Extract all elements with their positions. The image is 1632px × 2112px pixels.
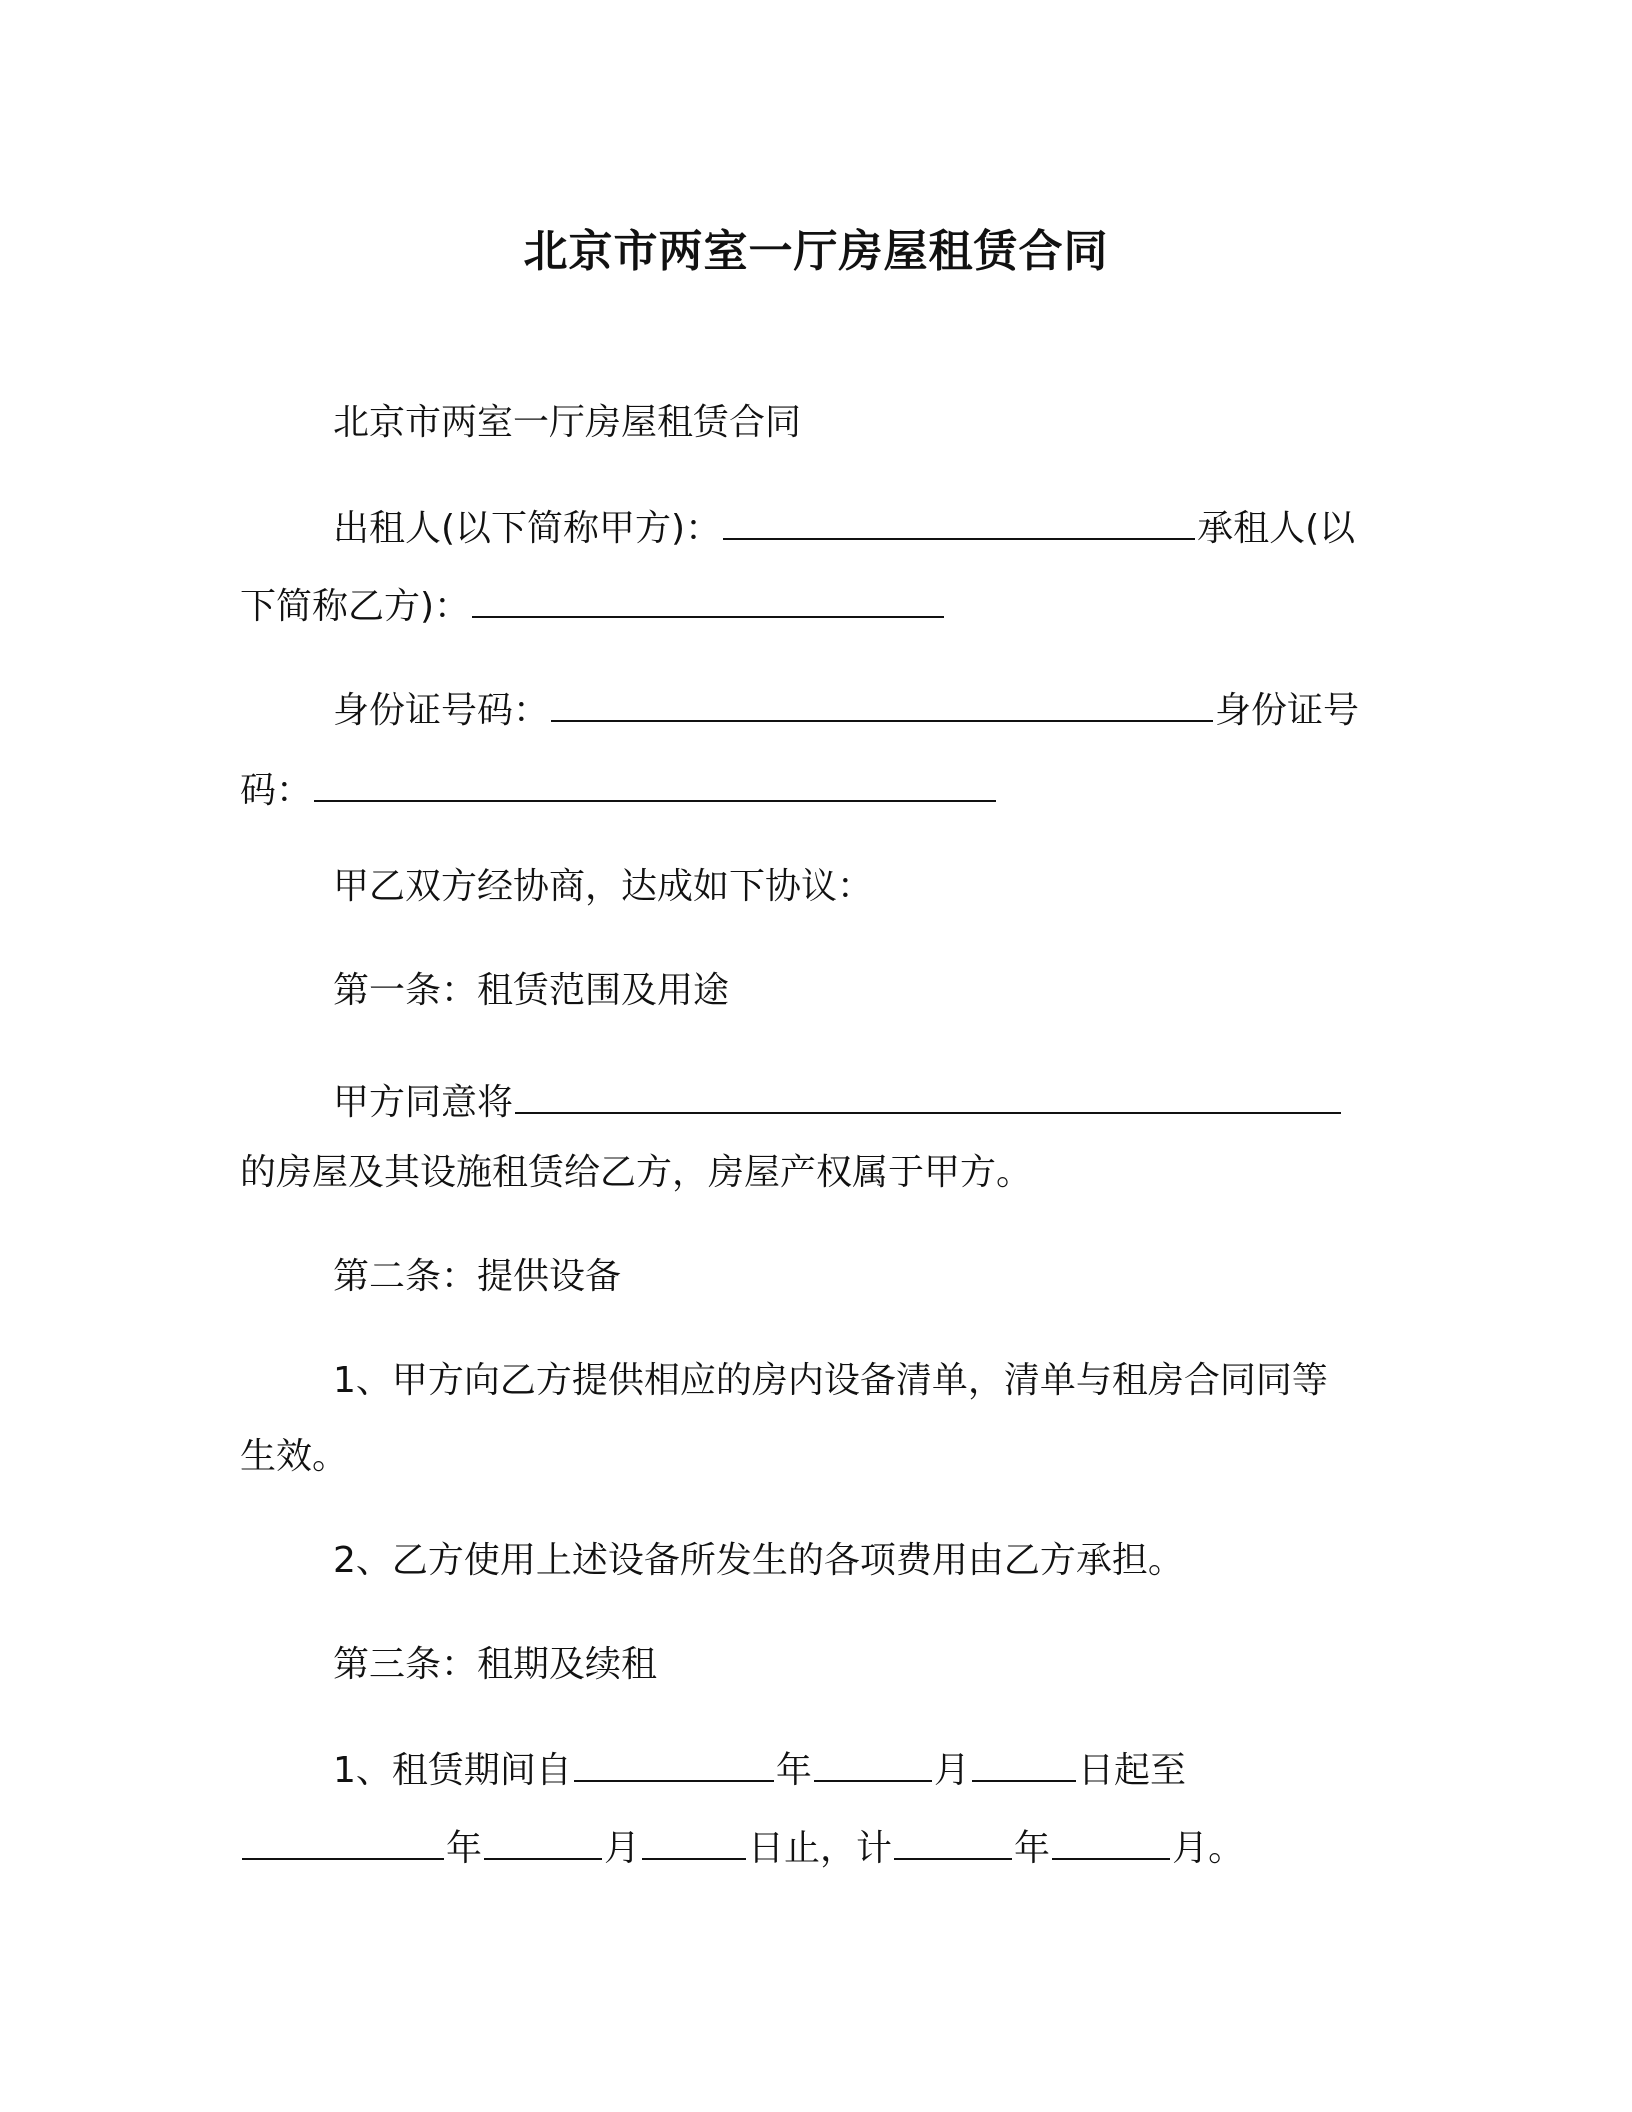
id-label-b-cont: 码： <box>240 770 313 811</box>
article2-heading: 第二条：提供设备 <box>333 1256 622 1297</box>
party-b-label-cont: 下简称乙方)： <box>240 586 471 627</box>
month-label: 月 <box>604 1828 641 1869</box>
article1-heading: 第一条：租赁范围及用途 <box>333 970 730 1011</box>
article1-line <box>333 1076 1343 1128</box>
day-to-label: 日止，计 <box>748 1828 893 1869</box>
start-day-blank[interactable] <box>972 1744 1076 1782</box>
year-label: 年 <box>1014 1828 1051 1869</box>
term-prefix: 1、租赁期间自 <box>333 1750 572 1791</box>
document-title: 北京市两室一厅房屋租赁合同 <box>523 226 1109 277</box>
article1-text: 甲方同意将 <box>333 1082 514 1123</box>
start-month-blank[interactable] <box>814 1744 932 1782</box>
id-label-b: 身份证号 <box>1215 690 1360 731</box>
term-line <box>333 1744 1186 1796</box>
id-line <box>333 684 1359 736</box>
day-from-label: 日起至 <box>1077 1750 1186 1791</box>
duration-years-blank[interactable] <box>894 1822 1012 1860</box>
agreement-intro: 甲乙双方经协商，达成如下协议： <box>333 866 874 907</box>
id-b-blank[interactable] <box>314 764 996 802</box>
month-label: 月 <box>933 1750 970 1791</box>
article2-item2: 2、乙方使用上述设备所发生的各项费用由乙方承担。 <box>333 1540 1184 1581</box>
id-a-blank[interactable] <box>551 684 1213 722</box>
article2-item1-cont: 生效。 <box>240 1436 349 1477</box>
party-b-label: 承租人(以 <box>1197 508 1356 549</box>
property-address-blank[interactable] <box>515 1076 1341 1114</box>
end-label: 月。 <box>1172 1828 1245 1869</box>
end-day-blank[interactable] <box>642 1822 746 1860</box>
party-a-blank[interactable] <box>723 502 1195 540</box>
party-line <box>333 502 1355 554</box>
party-a-label: 出租人(以下简称甲方)： <box>333 508 722 549</box>
term-line-continued <box>240 1822 1244 1874</box>
article2-item1: 1、甲方向乙方提供相应的房内设备清单，清单与租房合同同等 <box>333 1360 1328 1401</box>
id-line-continued <box>240 764 998 816</box>
duration-months-blank[interactable] <box>1052 1822 1170 1860</box>
start-year-blank[interactable] <box>574 1744 774 1782</box>
end-month-blank[interactable] <box>484 1822 602 1860</box>
article1-text-cont: 的房屋及其设施租赁给乙方，房屋产权属于甲方。 <box>240 1152 1033 1193</box>
party-b-blank[interactable] <box>472 580 944 618</box>
id-label-a: 身份证号码： <box>333 690 550 731</box>
party-line-continued <box>240 580 946 632</box>
article3-heading: 第三条：租期及续租 <box>333 1644 658 1685</box>
year-label: 年 <box>775 1750 812 1791</box>
year-label: 年 <box>446 1828 483 1869</box>
end-year-blank[interactable] <box>242 1822 444 1860</box>
document-subtitle: 北京市两室一厅房屋租赁合同 <box>333 402 802 443</box>
